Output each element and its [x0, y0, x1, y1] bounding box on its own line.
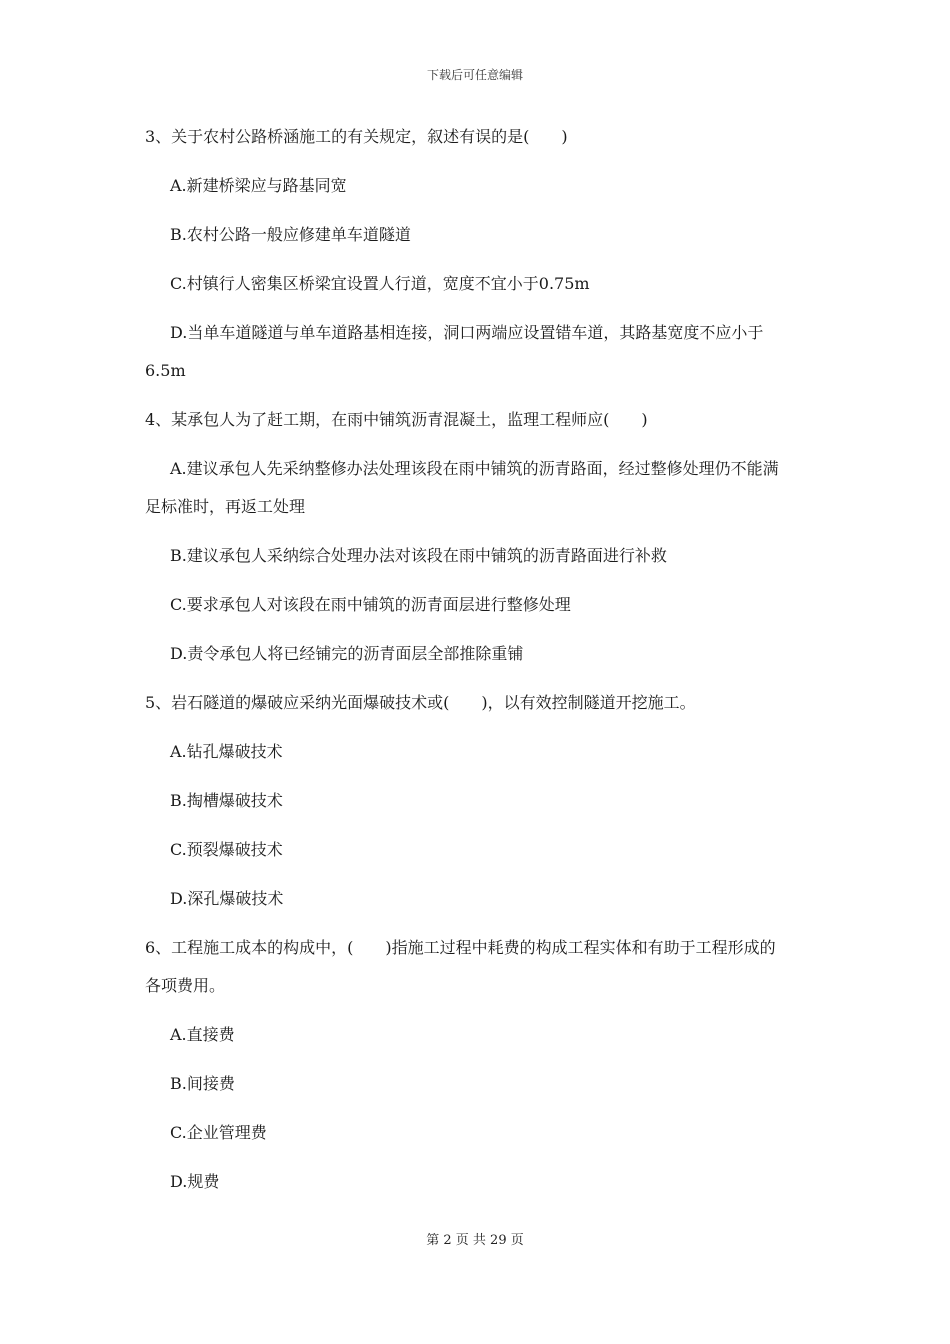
question-6-option-c: C.企业管理费 [170, 1123, 267, 1142]
question-4-stem: 4、某承包人为了赶工期，在雨中铺筑沥青混凝土，监理工程师应( ) [145, 410, 648, 429]
page-footer: 第 2 页 共 29 页 [426, 1233, 524, 1248]
question-6-stem: 6、工程施工成本的构成中，( )指施工过程中耗费的构成工程实体和有助于工程形成的 [145, 938, 776, 957]
question-3-stem: 3、关于农村公路桥涵施工的有关规定，叙述有误的是( ) [145, 127, 568, 146]
question-3-option-b: B.农村公路一般应修建单车道隧道 [170, 225, 411, 244]
question-4-option-d: D.责令承包人将已经铺完的沥青面层全部推除重铺 [170, 644, 524, 663]
question-5-stem: 5、岩石隧道的爆破应采纳光面爆破技术或( )，以有效控制隧道开挖施工。 [145, 693, 696, 712]
question-4-option-b: B.建议承包人采纳综合处理办法对该段在雨中铺筑的沥青路面进行补救 [170, 546, 667, 565]
question-6-option-b: B.间接费 [170, 1074, 235, 1093]
page-header: 下载后可任意编辑 [426, 68, 523, 82]
question-5-option-d: D.深孔爆破技术 [170, 889, 284, 908]
question-5-option-c: C.预裂爆破技术 [170, 840, 283, 859]
question-6-option-a: A.直接费 [170, 1025, 235, 1044]
question-3-option-a: A.新建桥梁应与路基同宽 [170, 176, 347, 195]
question-6-stem-continuation: 各项费用。 [145, 976, 226, 995]
question-4-option-a: A.建议承包人先采纳整修办法处理该段在雨中铺筑的沥青路面，经过整修处理仍不能满 [170, 459, 779, 478]
question-4-option-c: C.要求承包人对该段在雨中铺筑的沥青面层进行整修处理 [170, 595, 571, 614]
question-3-option-d: D.当单车道隧道与单车道路基相连接，洞口两端应设置错车道，其路基宽度不应小于 [170, 323, 764, 342]
question-3-option-c: C.村镇行人密集区桥梁宜设置人行道，宽度不宜小于0.75m [170, 274, 590, 293]
question-4-option-a-continuation: 足标准时，再返工处理 [145, 497, 306, 516]
question-6-option-d: D.规费 [170, 1172, 220, 1191]
question-5-option-b: B.掏槽爆破技术 [170, 791, 283, 810]
question-3-option-d-continuation: 6.5m [145, 361, 186, 380]
question-5-option-a: A.钻孔爆破技术 [170, 742, 283, 761]
